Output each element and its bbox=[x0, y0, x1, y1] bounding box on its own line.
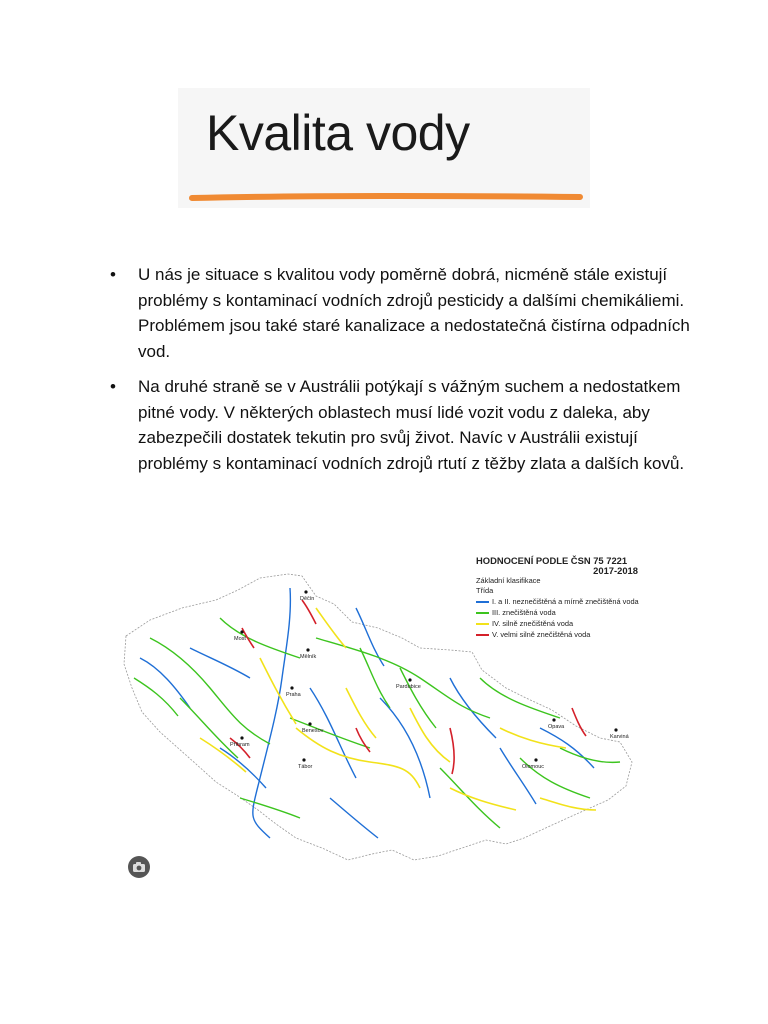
city-label: Karviná bbox=[610, 734, 629, 740]
bullet-item bbox=[110, 262, 690, 364]
legend-item bbox=[476, 629, 644, 640]
city-label: Benešov bbox=[302, 728, 324, 734]
camera-icon[interactable] bbox=[128, 856, 150, 878]
city-label: Most bbox=[234, 636, 246, 642]
legend-swatch bbox=[476, 612, 489, 614]
city-label: Pardubice bbox=[396, 684, 421, 690]
bullet-dot: • bbox=[110, 377, 116, 396]
legend-item bbox=[476, 596, 644, 607]
bullet-list bbox=[110, 262, 690, 486]
bullet-text: U nás je situace s kvalitou vody poměrně dobrá, nicméně stále existují problémy s kontaminací vodních zdrojů pesticidy a dalšími chemikáliemi. Problémem jsou také staré kanalizace a nedostatečná čistírna odpadních vod. bbox=[138, 265, 690, 361]
title-card bbox=[178, 88, 590, 208]
legend-years: 2017-2018 bbox=[593, 565, 638, 576]
legend-item-label: IV. silně znečištěná voda bbox=[492, 618, 574, 628]
legend-item bbox=[476, 607, 644, 618]
legend-title: HODNOCENÍ PODLE ČSN 75 7221 bbox=[476, 555, 628, 566]
bullet-text: Na druhé straně se v Austrálii potýkají s vážným suchem a nedostatkem pitné vody. V některých oblastech musí lidé vozit vodu z daleka, aby zabezpečili dostatek tekutin pro svůj život. Navíc v Austrálii existují problémy s kontaminací vodních zdrojů rtutí z těžby zlata a dalších kovů. bbox=[138, 377, 685, 473]
city-label: Příbram bbox=[230, 742, 250, 748]
city-label: Mělník bbox=[300, 654, 317, 660]
bullet-item bbox=[110, 374, 690, 476]
legend-item bbox=[476, 618, 644, 629]
city-label: Děčín bbox=[300, 596, 315, 602]
legend-swatch bbox=[476, 601, 489, 603]
city-label: Opava bbox=[548, 724, 565, 730]
legend-item-label: V. velmi silně znečištěná voda bbox=[492, 629, 591, 639]
legend-item-label: III. znečištěná voda bbox=[492, 607, 556, 617]
city-label: Praha bbox=[286, 692, 301, 698]
legend-item-label: I. a II. neznečištěná a mírně znečištěná voda bbox=[492, 596, 639, 606]
rivers-class-3 bbox=[134, 618, 620, 828]
page-title: Kvalita vody bbox=[206, 105, 470, 161]
bullet-dot: • bbox=[110, 265, 116, 284]
legend-swatch bbox=[476, 623, 489, 625]
city-label: Tábor bbox=[298, 764, 313, 770]
title-underline bbox=[188, 190, 584, 204]
water-quality-map bbox=[120, 548, 646, 870]
legend-class-label: Třída bbox=[476, 586, 494, 595]
legend-subtitle: Základní klasifikace bbox=[476, 576, 541, 585]
legend-swatch bbox=[476, 634, 489, 636]
city-label: Olomouc bbox=[522, 764, 545, 770]
map-legend bbox=[476, 556, 644, 640]
